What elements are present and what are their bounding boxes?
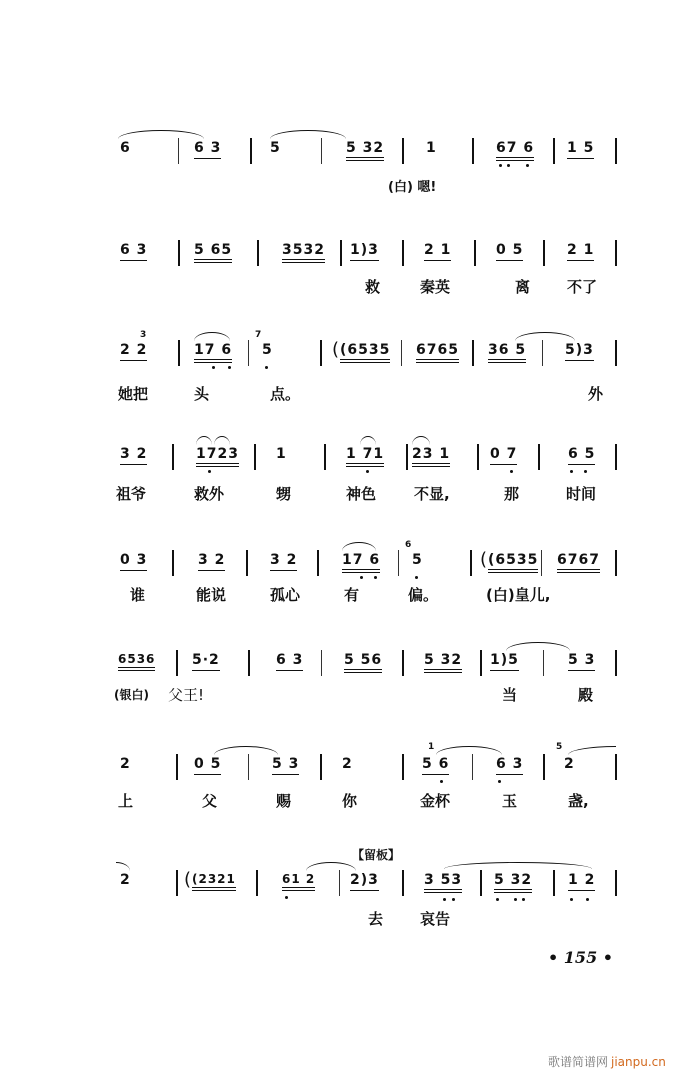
low-octave-dot bbox=[443, 898, 446, 901]
barline bbox=[402, 240, 404, 266]
barline bbox=[553, 138, 555, 164]
measure-6-2: 5·2 bbox=[192, 652, 220, 671]
lyric: 那 bbox=[504, 485, 520, 503]
measure-1-4: 5 32 bbox=[346, 140, 384, 161]
barline bbox=[615, 340, 617, 366]
measure-3-2: 17 6 bbox=[194, 342, 232, 363]
system-1 bbox=[110, 130, 630, 170]
watermark bbox=[548, 1053, 666, 1070]
barline bbox=[402, 870, 404, 896]
measure-1-2: 6 3 bbox=[194, 140, 221, 159]
system-4 bbox=[110, 436, 630, 476]
lyric: 不显, bbox=[414, 485, 450, 503]
barline bbox=[172, 444, 174, 470]
lyric: 秦英 bbox=[420, 278, 451, 296]
low-octave-dot bbox=[499, 164, 502, 167]
measure-4-5: 23 1 bbox=[412, 446, 450, 467]
lyric: 离 bbox=[515, 278, 531, 296]
measure-7-1: 2 bbox=[120, 756, 131, 772]
barline bbox=[402, 138, 404, 164]
measure-5-1: 0 3 bbox=[120, 552, 147, 571]
barline bbox=[248, 650, 250, 676]
lyric: 殿 bbox=[578, 686, 594, 704]
barline bbox=[178, 340, 180, 366]
lyric: 金杯 bbox=[420, 792, 451, 810]
measure-3-3: 5 bbox=[262, 342, 273, 358]
slur bbox=[342, 542, 376, 551]
measure-8-5: 3 53 bbox=[424, 872, 462, 893]
grace-note: 1 bbox=[428, 742, 435, 752]
measure-3-6: 36 5 bbox=[488, 342, 526, 363]
low-octave-dot bbox=[522, 898, 525, 901]
measure-8-6: 5 32 bbox=[494, 872, 532, 893]
measure-2-6: 0 5 bbox=[496, 242, 523, 261]
lyric: 去 bbox=[368, 910, 384, 928]
measure-2-7: 2 1 bbox=[567, 242, 594, 261]
system-2 bbox=[110, 232, 630, 272]
measure-1-7: 1 5 bbox=[567, 140, 594, 159]
low-octave-dot bbox=[498, 780, 501, 783]
lyric: 神色 bbox=[346, 485, 377, 503]
barline bbox=[543, 240, 545, 266]
measure-6-3: 6 3 bbox=[276, 652, 303, 671]
measure-4-1: 3 2 bbox=[120, 446, 147, 465]
section-label: 【留板】 bbox=[352, 848, 401, 862]
measure-4-7: 6 5 bbox=[568, 446, 595, 465]
barline bbox=[615, 550, 617, 576]
measure-8-4: 2)3 bbox=[350, 872, 379, 891]
barline bbox=[553, 870, 555, 896]
spoken-annotation: (白)皇儿, bbox=[486, 586, 551, 604]
barline bbox=[250, 138, 252, 164]
barline bbox=[402, 650, 404, 676]
system-8 bbox=[110, 862, 630, 902]
lyric: 偏。 bbox=[408, 586, 439, 604]
barline bbox=[256, 870, 258, 896]
grace-note: 6 bbox=[405, 540, 412, 550]
slur bbox=[270, 130, 346, 139]
system-5 bbox=[110, 542, 630, 582]
barline bbox=[472, 340, 474, 366]
slur bbox=[436, 746, 502, 755]
measure-8-3: 61 2 bbox=[282, 872, 315, 891]
barline bbox=[401, 340, 402, 366]
measure-7-2: 0 5 bbox=[194, 756, 221, 775]
measure-2-5: 2 1 bbox=[424, 242, 451, 261]
measure-3-4: (6535 bbox=[340, 342, 390, 363]
barline bbox=[470, 550, 472, 576]
lyric: 祖爷 bbox=[116, 485, 147, 503]
slur bbox=[360, 436, 376, 445]
barline bbox=[176, 650, 178, 676]
measure-8-7: 1 2 bbox=[568, 872, 595, 891]
measure-6-7: 5 3 bbox=[568, 652, 595, 671]
low-octave-dot bbox=[510, 470, 513, 473]
barline bbox=[480, 870, 482, 896]
measure-7-4: 2 bbox=[342, 756, 353, 772]
lyric: 赐 bbox=[276, 792, 292, 810]
slur bbox=[118, 130, 204, 139]
slur bbox=[412, 436, 430, 445]
barline bbox=[538, 444, 540, 470]
lyric: 谁 bbox=[130, 586, 146, 604]
measure-7-3: 5 3 bbox=[272, 756, 299, 775]
measure-1-1: 6 bbox=[120, 140, 131, 156]
measure-5-5: 5 bbox=[412, 552, 423, 568]
slur bbox=[194, 332, 230, 341]
paren-open: ( bbox=[184, 869, 192, 890]
barline bbox=[321, 650, 322, 676]
low-octave-dot bbox=[570, 898, 573, 901]
lyric: 外 bbox=[588, 385, 604, 403]
slur bbox=[506, 642, 570, 651]
lyric: 父王! bbox=[168, 686, 205, 704]
lyric: 能说 bbox=[196, 586, 227, 604]
slur bbox=[306, 862, 356, 871]
tie-end bbox=[116, 862, 130, 871]
low-octave-dot bbox=[208, 470, 211, 473]
lyric: 盏, bbox=[568, 792, 589, 810]
barline bbox=[398, 550, 399, 576]
low-octave-dot bbox=[415, 576, 418, 579]
barline bbox=[320, 754, 322, 780]
slur bbox=[568, 746, 616, 755]
lyric: 时间 bbox=[566, 485, 597, 503]
lyric: 有 bbox=[344, 586, 360, 604]
grace-note: 7 bbox=[255, 330, 262, 340]
barline bbox=[317, 550, 319, 576]
barline bbox=[615, 650, 617, 676]
lyric: 你 bbox=[342, 792, 358, 810]
barline bbox=[246, 550, 248, 576]
barline bbox=[542, 340, 543, 366]
barline bbox=[257, 240, 259, 266]
barline bbox=[472, 138, 474, 164]
low-octave-dot bbox=[366, 470, 369, 473]
measure-5-7: 6767 bbox=[557, 552, 600, 573]
grace-note: 5 bbox=[556, 742, 563, 752]
measure-4-2: 1723 bbox=[196, 446, 239, 467]
page-number: • 155 • bbox=[548, 948, 613, 967]
barline bbox=[254, 444, 256, 470]
measure-5-3: 3 2 bbox=[270, 552, 297, 571]
watermark-text: 歌谱简谱网 bbox=[548, 1055, 609, 1069]
watermark-url: jianpu.cn bbox=[611, 1055, 666, 1069]
measure-2-3: 3532 bbox=[282, 242, 325, 263]
measure-7-5: 5 6 bbox=[422, 756, 449, 775]
system-6 bbox=[110, 642, 630, 682]
low-octave-dot bbox=[360, 576, 363, 579]
barline bbox=[480, 650, 482, 676]
measure-5-6: (6535 bbox=[488, 552, 538, 573]
barline bbox=[615, 870, 617, 896]
barline bbox=[477, 444, 479, 470]
measure-1-3: 5 bbox=[270, 140, 281, 156]
low-octave-dot bbox=[212, 366, 215, 369]
barline bbox=[248, 754, 249, 780]
lyric: 救外 bbox=[194, 485, 225, 503]
low-octave-dot bbox=[526, 164, 529, 167]
barline bbox=[615, 138, 617, 164]
lyric: 救 bbox=[365, 278, 381, 296]
lyric: 上 bbox=[118, 792, 134, 810]
low-octave-dot bbox=[584, 470, 587, 473]
barline bbox=[176, 870, 178, 896]
slur bbox=[196, 436, 212, 445]
spoken-annotation: (白) 嗯! bbox=[388, 180, 437, 195]
barline bbox=[339, 870, 340, 896]
slur bbox=[214, 436, 230, 445]
measure-8-2: (2321 bbox=[192, 872, 236, 891]
measure-8-1: 2 bbox=[120, 872, 131, 888]
barline bbox=[615, 444, 617, 470]
spoken-annotation: (银白) bbox=[114, 688, 149, 702]
measure-2-2: 5 65 bbox=[194, 242, 232, 263]
low-octave-dot bbox=[374, 576, 377, 579]
measure-2-4: 1)3 bbox=[350, 242, 379, 261]
measure-6-4: 5 56 bbox=[344, 652, 382, 673]
measure-6-1: 6536 bbox=[118, 652, 155, 671]
low-octave-dot bbox=[514, 898, 517, 901]
barline bbox=[615, 754, 617, 780]
barline bbox=[474, 240, 476, 266]
lyric: 甥 bbox=[276, 485, 292, 503]
barline bbox=[472, 754, 473, 780]
barline bbox=[543, 650, 544, 676]
low-octave-dot bbox=[265, 366, 268, 369]
lyric: 头 bbox=[194, 385, 210, 403]
barline bbox=[324, 444, 326, 470]
barline bbox=[406, 444, 408, 470]
low-octave-dot bbox=[507, 164, 510, 167]
low-octave-dot bbox=[440, 780, 443, 783]
low-octave-dot bbox=[452, 898, 455, 901]
lyric: 父 bbox=[202, 792, 218, 810]
barline bbox=[340, 240, 342, 266]
measure-2-1: 6 3 bbox=[120, 242, 147, 261]
measure-4-6: 0 7 bbox=[490, 446, 517, 465]
lyric: 当 bbox=[502, 686, 518, 704]
measure-4-3: 1 bbox=[276, 446, 287, 462]
barline bbox=[615, 240, 617, 266]
lyric: 她把 bbox=[118, 385, 149, 403]
lyric: 玉 bbox=[502, 792, 518, 810]
low-octave-dot bbox=[285, 896, 288, 899]
low-octave-dot bbox=[570, 470, 573, 473]
lyrics-1 bbox=[110, 176, 437, 230]
barline bbox=[402, 754, 404, 780]
measure-1-6: 67 6 bbox=[496, 140, 534, 161]
measure-6-5: 5 32 bbox=[424, 652, 462, 673]
measure-7-7: 2 bbox=[564, 756, 575, 772]
lyric: 孤心 bbox=[270, 586, 301, 604]
measure-3-5: 6765 bbox=[416, 342, 459, 363]
barline bbox=[321, 138, 322, 164]
barline bbox=[320, 340, 322, 366]
measure-6-6: 1)5 bbox=[490, 652, 519, 671]
barline bbox=[176, 754, 178, 780]
measure-3-1: 2 2 bbox=[120, 342, 147, 361]
measure-3-7: 5)3 bbox=[565, 342, 594, 361]
barline bbox=[178, 240, 180, 266]
lyric: 哀告 bbox=[420, 910, 451, 928]
paren-open: ( bbox=[480, 549, 488, 570]
lyric: 不了 bbox=[567, 278, 598, 296]
barline bbox=[178, 138, 179, 164]
measure-5-2: 3 2 bbox=[198, 552, 225, 571]
slur bbox=[214, 746, 278, 755]
slur bbox=[515, 332, 575, 341]
measure-7-6: 6 3 bbox=[496, 756, 523, 775]
slur bbox=[444, 862, 592, 869]
barline bbox=[172, 550, 174, 576]
lyrics-8 bbox=[110, 908, 451, 980]
measure-5-4: 17 6 bbox=[342, 552, 380, 573]
barline bbox=[543, 754, 545, 780]
grace-note: 3 bbox=[140, 330, 147, 340]
barline bbox=[541, 550, 542, 576]
low-octave-dot bbox=[496, 898, 499, 901]
barline bbox=[248, 340, 249, 366]
lyric: 点。 bbox=[270, 385, 301, 403]
system-3 bbox=[110, 332, 630, 372]
measure-4-4: 1 71 bbox=[346, 446, 384, 467]
low-octave-dot bbox=[586, 898, 589, 901]
paren-open: ( bbox=[332, 339, 340, 360]
measure-1-5: 1 bbox=[426, 140, 437, 156]
system-7 bbox=[110, 742, 630, 786]
low-octave-dot bbox=[228, 366, 231, 369]
